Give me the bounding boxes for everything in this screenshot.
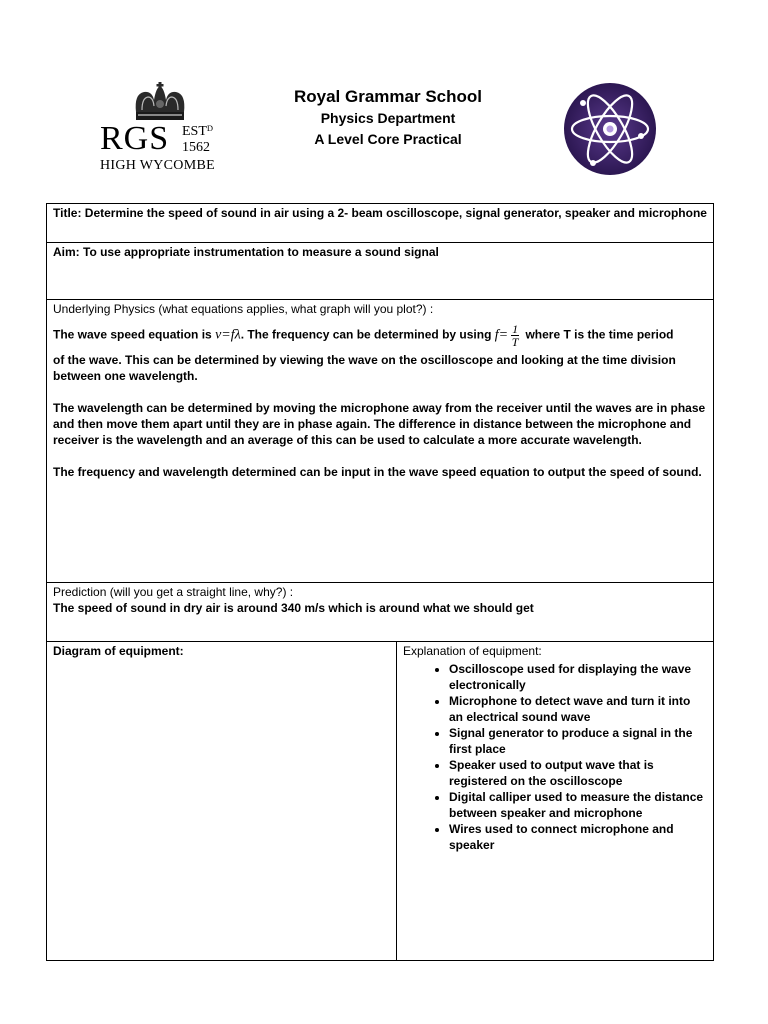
prediction-text: The speed of sound in dry air is around 340 m/s which is around what we should get <box>53 601 534 615</box>
logo-estd-label: ESTᴰ <box>182 124 213 139</box>
wave-speed-equation: v=fλ <box>215 327 241 343</box>
physics-label: Underlying Physics (what equations applies, what graph will you plot?) : <box>53 302 434 316</box>
list-item: • Oscilloscope used for displaying the wave electronically <box>449 661 707 693</box>
period-fraction <box>511 323 519 348</box>
prediction-cell <box>47 583 714 642</box>
frequency-equation: f= <box>494 327 509 343</box>
logo-rgs-text: RGS <box>100 120 170 157</box>
fraction-numerator: 1 <box>512 322 519 336</box>
practical-form <box>46 203 714 961</box>
diagram-label: Diagram of equipment: <box>53 644 184 658</box>
explanation-cell <box>397 642 714 961</box>
aim-row <box>47 243 714 300</box>
list-item: • Signal generator to produce a signal in the first place <box>449 725 707 757</box>
physics-intro: The wave speed equation is <box>53 327 212 342</box>
rgs-logo <box>100 82 222 174</box>
physics-cell <box>47 300 714 583</box>
page-header <box>270 86 506 150</box>
school-name: Royal Grammar School <box>293 87 482 106</box>
practical-subtitle: A Level Core Practical <box>314 131 462 147</box>
logo-place: HIGH WYCOMBE <box>100 158 215 173</box>
aim-cell <box>47 243 714 300</box>
list-item: • Digital calliper used to measure the distance between speaker and microphone <box>449 789 707 821</box>
physics-where: where T is the time period <box>525 327 674 342</box>
physics-paragraph-2: The wavelength can be determined by moving the microphone away from the receiver until the waves are in phase and then move them apart until they are in phase again. The difference in distance between the microphone and receiver is the wavelength and an average of this can be used to calculate a more accurate wavelength. <box>53 401 706 447</box>
physics-paragraph-1 <box>53 323 707 384</box>
practical-title: Title: Determine the speed of sound in air using a 2- beam oscilloscope, signal generator, speaker and microphone <box>53 206 707 220</box>
department-name: Physics Department <box>320 110 456 126</box>
aim-text: Aim: To use appropriate instrumentation to measure a sound signal <box>53 245 439 259</box>
crown-icon <box>130 82 190 122</box>
explanation-label: Explanation of equipment: <box>403 644 542 658</box>
prediction-row <box>47 583 714 642</box>
logo-established <box>182 124 213 156</box>
list-item: • Wires used to connect microphone and speaker <box>449 821 707 853</box>
physics-row <box>47 300 714 583</box>
prediction-label: Prediction (will you get a straight line, why?) : <box>53 585 294 599</box>
title-row <box>47 204 714 243</box>
logo-year: 1562 <box>182 140 210 155</box>
diagram-cell <box>47 642 397 961</box>
physics-paragraph-1-rest: of the wave. This can be determined by viewing the wave on the oscilloscope and looking at the time division between one wavelength. <box>53 353 676 383</box>
list-item: • Speaker used to output wave that is registered on the oscilloscope <box>449 757 707 789</box>
atom-icon <box>563 82 657 176</box>
equipment-row <box>47 642 714 961</box>
physics-paragraph-3: The frequency and wavelength determined can be input in the wave speed equation to output the speed of sound. <box>53 465 702 479</box>
title-cell <box>47 204 714 243</box>
physics-frequency-text: . The frequency can be determined by using <box>240 327 492 342</box>
equipment-list <box>403 661 707 853</box>
fraction-denominator: T <box>511 335 519 349</box>
list-item: • Microphone to detect wave and turn it into an electrical sound wave <box>449 693 707 725</box>
